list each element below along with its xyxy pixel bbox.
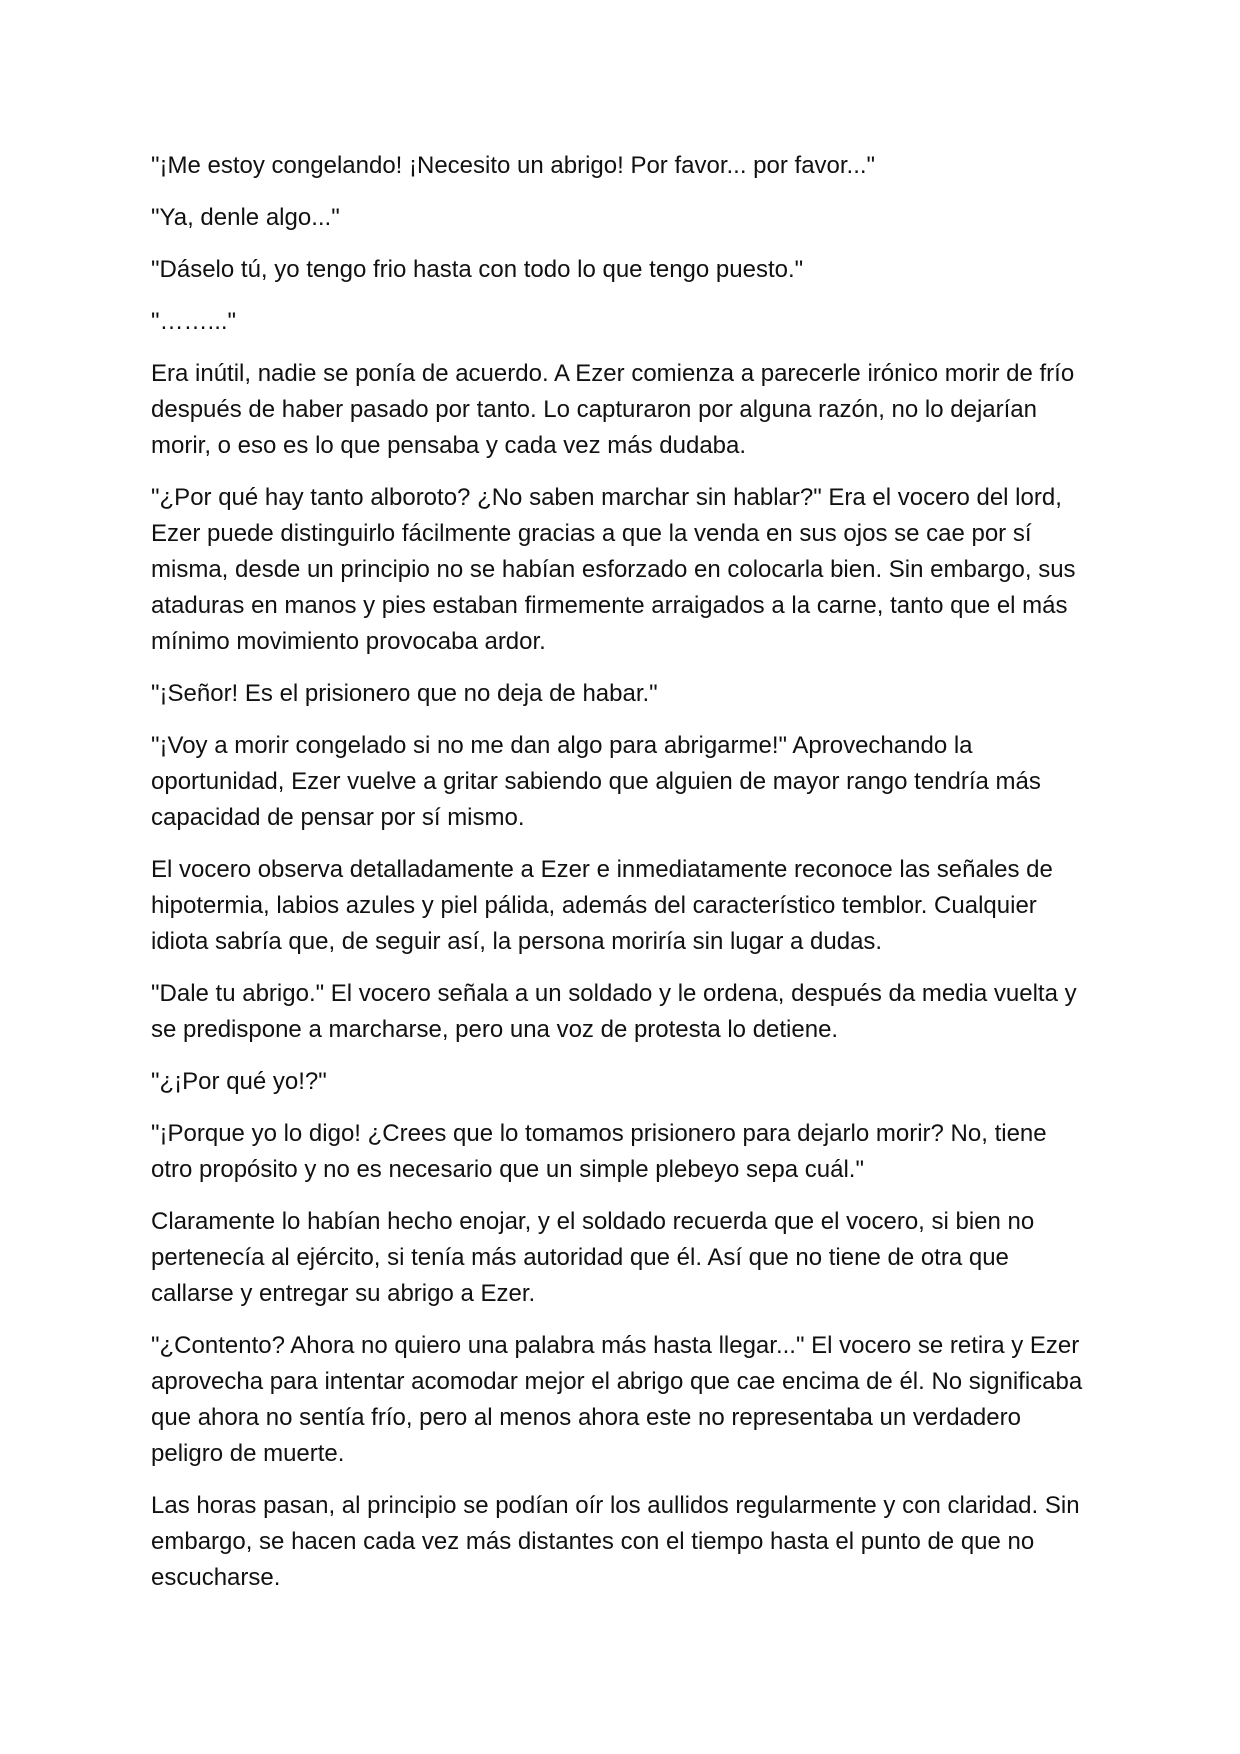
paragraph: "¡Voy a morir congelado si no me dan algo para abrigarme!" Aprovechando la oportunidad, Ezer vuelve a gritar sabiendo que alguien de mayor rango tendría más capacidad de pensar por sí mismo.: [151, 732, 1041, 831]
paragraph: "Dáselo tú, yo tengo frio hasta con todo lo que tengo puesto.": [151, 256, 804, 283]
paragraph: "¿Por qué hay tanto alboroto? ¿No saben marchar sin hablar?" Era el vocero del lord, Ezer puede distinguirlo fácilmente gracias a que la venda en sus ojos se cae por sí misma, desde un principio no se habían esforzado en colocarla bien. Sin embargo, sus ataduras en manos y pies estaban firmemente arraigados a la carne, tanto que el más mínimo movimiento provocaba ardor.: [151, 484, 1076, 655]
document-body: [151, 148, 1091, 1612]
paragraph: "Ya, denle algo...": [151, 204, 340, 231]
paragraph: "……...": [151, 308, 237, 335]
paragraph: El vocero observa detalladamente a Ezer e inmediatamente reconoce las señales de hipotermia, labios azules y piel pálida, además del característico temblor. Cualquier idiota sabría que, de seguir así, la persona moriría sin lugar a dudas.: [151, 856, 1053, 955]
paragraph: "¡Me estoy congelando! ¡Necesito un abrigo! Por favor... por favor...": [151, 152, 876, 179]
paragraph: "Dale tu abrigo." El vocero señala a un soldado y le ordena, después da media vuelta y se predispone a marcharse, pero una voz de protesta lo detiene.: [151, 980, 1077, 1043]
paragraph: Era inútil, nadie se ponía de acuerdo. A Ezer comienza a parecerle irónico morir de frío después de haber pasado por tanto. Lo capturaron por alguna razón, no lo dejarían morir, o eso es lo que pensaba y cada vez más dudaba.: [151, 360, 1075, 459]
paragraph: "¡Porque yo lo digo! ¿Crees que lo tomamos prisionero para dejarlo morir? No, tiene otro propósito y no es necesario que un simple plebeyo sepa cuál.": [151, 1120, 1047, 1183]
paragraph: "¿Contento? Ahora no quiero una palabra más hasta llegar..." El vocero se retira y Ezer aprovecha para intentar acomodar mejor el abrigo que cae encima de él. No significaba que ahora no sentía frío, pero al menos ahora este no representaba un verdadero peligro de muerte.: [151, 1332, 1083, 1467]
paragraph: "¿¡Por qué yo!?": [151, 1068, 327, 1095]
paragraph: Claramente lo habían hecho enojar, y el soldado recuerda que el vocero, si bien no pertenecía al ejército, si tenía más autoridad que él. Así que no tiene de otra que callarse y entregar su abrigo a Ezer.: [151, 1208, 1035, 1307]
paragraph: Las horas pasan, al principio se podían oír los aullidos regularmente y con claridad. Sin embargo, se hacen cada vez más distantes con el tiempo hasta el punto de que no escucharse.: [151, 1492, 1080, 1591]
paragraph: "¡Señor! Es el prisionero que no deja de habar.": [151, 680, 658, 707]
